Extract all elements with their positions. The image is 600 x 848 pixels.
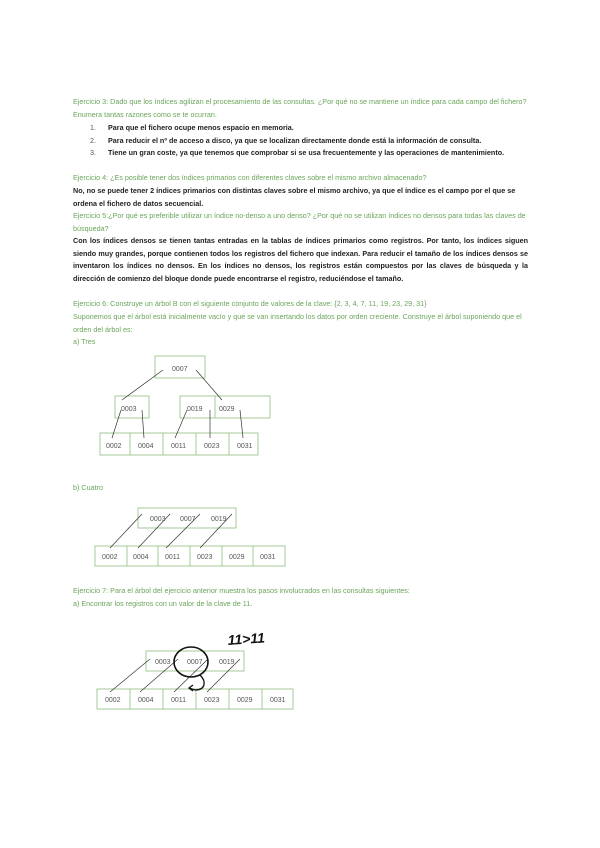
tree-a-internal-key: 0019	[187, 406, 203, 413]
ej6-intro: Suponemos que el árbol está inicialmente vacío y que se van insertando los datos por orden creciente. Construye el árbol suponiendo que el orden del árbol es:	[73, 312, 522, 334]
ej6-part-a-label: a) Tres	[73, 337, 96, 346]
tree-c-leaf-key: 0004	[138, 697, 154, 704]
tree-a-leaf-key: 0023	[204, 443, 220, 450]
tree-b-leaf-key: 0029	[229, 554, 245, 561]
tree-a-internal-key: 0029	[219, 406, 235, 413]
list-item: 3. Tiene un gran coste, ya que tenemos que comprobar si se usa frecuentemente y las operaciones de mantenimiento.	[90, 148, 505, 158]
tree-a-internal-key: 0003	[121, 406, 137, 413]
tree-c-leaf-key: 0002	[105, 697, 121, 704]
ej3-question: Ejercicio 3: Dado que los índices agilizan el procesamiento de las consultas. ¿Por qué no se mantiene un índice para cada campo del fichero? Enumera tantas razones como se te ocurran.	[73, 97, 527, 119]
tree-a-leaf-key: 0002	[106, 443, 122, 450]
tree-b-root-key: 0007	[180, 516, 196, 523]
tree-b-leaf-key: 0031	[260, 554, 276, 561]
ej5-answer: Con los índices densos se tienen tantas entradas en la tablas de índices primarios como registros. Por tanto, los índices siguen siendo muy grandes, porque contienen todos los registros del fichero que indexan. Para reducir el tamaño de los índices densos se inventaron los índices no densos. En los índices no densos, los registros están compuestos por las claves de búsqueda y la dirección de comienzo del bloque donde puede encontrarse el registro, reduciéndose el tamaño.	[73, 236, 528, 283]
tree-c-leaf-key: 0023	[204, 697, 220, 704]
tree-b-leaf-key: 0023	[197, 554, 213, 561]
ej4-question: Ejercicio 4: ¿Es posible tener dos índices primarios con diferentes claves sobre el mismo archivo almacenado?	[73, 173, 427, 182]
tree-c-root-key: 0019	[219, 659, 235, 666]
tree-c-leaf-key: 0011	[171, 697, 187, 704]
tree-c-leaf-key: 0031	[270, 697, 286, 704]
tree-c-leaf-key: 0029	[237, 697, 253, 704]
ej7-question: Ejercicio 7: Para el árbol del ejercicio anterior muestra los pasos involucrados en las consultas siguientes:	[73, 586, 410, 595]
tree-a-leaf-key: 0011	[171, 443, 187, 450]
tree-c-root-key: 0003	[155, 659, 171, 666]
tree-b-root-key: 0019	[211, 516, 227, 523]
ej6-question: Ejercicio 6: Construye un árbol B con el siguiente conjunto de valores de la clave: {2, 3, 4, 7, 11, 19, 23, 29, 31}	[73, 299, 427, 308]
list-item: 1. Para que el fichero ocupe menos espacio en memoria.	[90, 123, 294, 132]
tree-b-leaf-key: 0004	[133, 554, 149, 561]
tree-a-root-key: 0007	[172, 366, 188, 373]
tree-a-leaf-key: 0004	[138, 443, 154, 450]
ej5-question: Ejercicio 5:¿Por qué es preferible utilizar un índice no-denso a uno denso? ¿Por qué no se utilizan índices no densos para todas las claves de búsqueda?	[73, 211, 526, 233]
ej6-part-b-label: b) Cuatro	[73, 483, 103, 492]
tree-c-leaf-row	[97, 689, 293, 709]
ej7-part-a-label: a) Encontrar los registros con un valor de la clave de 11.	[73, 599, 253, 608]
tree-b-leaf-key: 0002	[102, 554, 118, 561]
list-item: 2. Para reducir el nº de acceso a disco, ya que se localizan directamente donde está la información de consulta.	[90, 135, 482, 145]
ej4-answer: No, no se puede tener 2 índices primarios con distintas claves sobre el mismo archivo, ya que el índice es el campo por el que se ordena el fichero de datos secuencial.	[73, 186, 516, 208]
handwritten-note: 11>11	[227, 629, 266, 648]
tree-b-leaf-key: 0011	[165, 554, 181, 561]
tree-a-leaf-key: 0031	[237, 443, 253, 450]
tree-c-root-key: 0007	[187, 659, 203, 666]
tree-b-root-key: 0003	[150, 516, 166, 523]
